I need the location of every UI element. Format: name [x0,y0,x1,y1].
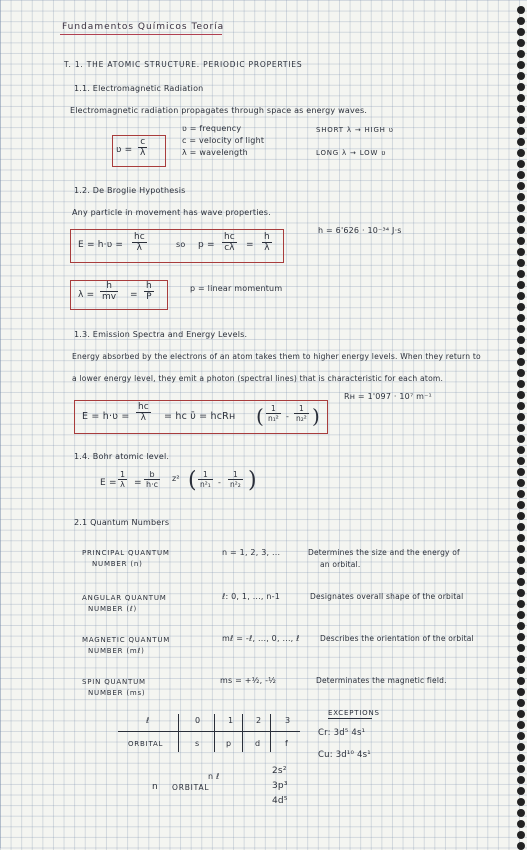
spiral-hole [517,534,525,542]
qn-description-2: an orbital. [320,560,361,569]
spiral-hole [517,567,525,575]
qn-name-line-1: ANGULAR QUANTUM [82,594,167,602]
table-row-label-orbital: ORBITAL [128,740,164,748]
bohr-f4-den: n²₂ [230,480,241,489]
page-margin-line [0,0,1,848]
rydberg-f1-num: 1 [266,404,281,414]
spiral-hole [517,149,525,157]
spiral-hole [517,809,525,817]
spiral-hole [517,369,525,377]
spiral-hole [517,94,525,102]
table-cell-l-0: 0 [195,716,201,725]
spiral-hole [517,314,525,322]
spiral-hole [517,512,525,520]
table-cell-orbital-d: d [255,739,261,748]
frequency-denominator: λ [140,148,146,158]
table-vertical-rule [242,714,243,752]
orbital-example-4d: 4d⁵ [272,796,288,806]
bohr-minus: - [218,478,222,487]
spiral-hole [517,72,525,80]
spiral-hole [517,226,525,234]
momentum-num-2: h [264,232,270,242]
definition-light-velocity: c = velocity of light [182,136,265,145]
spiral-hole [517,6,525,14]
spiral-hole [517,105,525,113]
planck-eq-so: so [176,240,186,249]
frequency-formula-lhs: ʋ = [116,145,133,155]
table-cell-orbital-f: f [285,739,289,748]
spiral-hole [517,457,525,465]
de-broglie-eq-lhs: λ = [78,290,95,300]
definition-frequency: ʋ = frequency [182,124,242,133]
spiral-hole [517,61,525,69]
spiral-hole [517,237,525,245]
section-1-4-heading: 1.4. Bohr atomic level. [74,452,170,461]
spiral-hole [517,204,525,212]
spiral-hole [517,424,525,432]
qn-values: mℓ = -ℓ, ..., 0, ..., ℓ [222,634,300,643]
rydberg-f2-num: 1 [294,404,309,414]
de-broglie-fraction-2 [144,281,154,302]
planck-eq-lhs: E = h·ʋ = [78,240,124,250]
table-cell-l-2: 2 [256,716,262,725]
rydberg-f1-den: n₁² [268,414,279,423]
spiral-hole [517,721,525,729]
spiral-hole [517,39,525,47]
momentum-eq-lhs: p = [198,240,215,250]
orbital-example-3p: 3p³ [272,781,288,791]
section-1-3-line-1: Energy absorbed by the electrons of an atom takes them to higher energy levels. When they return to [72,352,481,361]
spiral-hole [517,523,525,531]
table-cell-l-1: 1 [228,716,234,725]
table-vertical-rule [178,714,179,752]
table-vertical-rule [270,714,271,752]
qn-name-line-2: NUMBER (ℓ) [88,605,138,613]
bohr-f3-num: 1 [198,470,213,480]
momentum-eq-equals: = [246,240,254,250]
orbital-example-2s: 2s² [272,766,287,776]
spiral-hole [517,545,525,553]
bohr-open-paren: ( [188,468,197,493]
spiral-hole [517,787,525,795]
planck-eq-fraction [132,232,147,253]
spiral-hole [517,336,525,344]
spiral-hole [517,138,525,146]
spiral-hole [517,798,525,806]
qn-values: n = 1, 2, 3, ... [222,548,281,557]
exception-chromium: Cr: 3d⁵ 4s¹ [318,728,366,738]
qn-values: ms = +½, -½ [220,676,277,685]
momentum-den-2: λ [264,243,270,253]
linear-momentum-definition: p = linear momentum [190,284,283,293]
spiral-hole [517,754,525,762]
spiral-hole [517,699,525,707]
spiral-hole [517,303,525,311]
spiral-hole [517,259,525,267]
qn-name-line-1: PRINCIPAL QUANTUM [82,549,170,557]
table-cell-orbital-p: p [226,739,232,748]
rydberg-open-paren: ( [256,404,264,428]
spiral-hole [517,17,525,25]
qn-name-line-1: MAGNETIC QUANTUM [82,636,171,644]
rydberg-fraction-1 [266,404,281,423]
exception-copper: Cu: 3d¹⁰ 4s¹ [318,750,371,760]
section-1-1-text: Electromagnetic radiation propagates through space as energy waves. [70,106,368,115]
spiral-hole [517,292,525,300]
spiral-hole [517,160,525,168]
spiral-hole [517,83,525,91]
momentum-eq-fraction-2 [262,232,272,253]
rydberg-eq-middle: = hc ῡ = hcRн [164,411,236,422]
qn-description-1: Designates overall shape of the orbital [310,592,464,601]
de-broglie-equals: = [130,290,138,300]
spiral-hole [517,270,525,278]
rule-long-wavelength: LONG λ → LOW ʋ [316,149,387,157]
rydberg-eq-den: λ [140,413,146,423]
spiral-hole [517,765,525,773]
bohr-f2-den: h·c [146,480,159,489]
spiral-hole [517,347,525,355]
de-broglie-num-1: h [100,281,118,292]
planck-eq-num: hc [134,232,145,242]
spiral-hole [517,688,525,696]
momentum-den-1: cλ [224,243,235,253]
bohr-f1-den: λ [120,480,125,489]
spiral-hole [517,655,525,663]
rydberg-constant: Rн = 1'097 · 10⁷ m⁻¹ [344,392,432,401]
spiral-hole [517,842,525,850]
spiral-hole [517,490,525,498]
qn-name-line-2: NUMBER (n) [92,560,143,568]
spiral-hole [517,611,525,619]
rydberg-eq-fraction [136,402,151,423]
bohr-f2-num: b [144,470,160,480]
bohr-fraction-3 [198,470,213,489]
bohr-f1-num: 1 [120,470,126,479]
spiral-hole [517,578,525,586]
spiral-hole [517,402,525,410]
momentum-num-1: hc [224,232,235,242]
spiral-hole [517,743,525,751]
spiral-hole [517,248,525,256]
rydberg-close-paren: ) [312,404,320,428]
spiral-hole [517,479,525,487]
spiral-hole [517,820,525,828]
bohr-close-paren: ) [248,468,257,493]
section-1-3-line-2: a lower energy level, they emit a photon (spectral lines) that is characteristic for each atom. [72,374,444,383]
spiral-hole [517,666,525,674]
rydberg-fraction-2 [294,404,309,423]
spiral-hole [517,28,525,36]
spiral-hole [517,468,525,476]
section-2-1-heading: 2.1 Quantum Numbers [74,518,170,527]
spiral-hole [517,50,525,58]
table-cell-l-3: 3 [285,716,291,725]
de-broglie-fraction-1 [100,281,118,302]
qn-description-1: Determinates the magnetic field. [316,676,447,685]
bohr-eq-lhs: E = [100,478,117,488]
spiral-hole [517,600,525,608]
n-label: n [152,782,158,792]
spiral-hole [517,413,525,421]
spiral-hole [517,391,525,399]
spiral-hole [517,589,525,597]
spiral-hole [517,116,525,124]
qn-name-line-2: NUMBER (mℓ) [88,647,145,655]
section-1-2-text: Any particle in movement has wave properties. [72,208,271,217]
frequency-formula-fraction [138,137,147,158]
rydberg-eq-lhs: E = h·ʋ = [82,411,130,422]
section-1-1-heading: 1.1. Electromagnetic Radiation [74,84,204,93]
bohr-f4-num: 1 [228,470,243,480]
spiral-hole [517,556,525,564]
de-broglie-den-1: mv [102,292,117,302]
spiral-hole [517,358,525,366]
qn-values: ℓ: 0, 1, ..., n-1 [222,592,281,601]
de-broglie-num-2: h [146,281,152,291]
spiral-hole [517,831,525,839]
rydberg-minus: - [286,412,290,421]
spiral-hole [517,501,525,509]
page-title: Fundamentos Químicos Teoría [62,22,225,32]
bohr-equals: = [134,478,142,488]
table-horizontal-rule [118,731,300,732]
rule-short-wavelength: SHORT λ → HIGH ʋ [316,126,394,134]
exceptions-title: EXCEPTIONS [328,709,380,717]
spiral-hole [517,644,525,652]
bohr-fraction-1 [118,470,127,489]
exceptions-underline [328,718,372,719]
spiral-hole [517,446,525,454]
section-1-3-heading: 1.3. Emission Spectra and Energy Levels. [74,330,248,339]
title-underline [60,34,222,35]
bohr-fraction-4 [228,470,243,489]
planck-eq-den: λ [136,243,142,253]
table-cell-orbital-s: s [195,739,200,748]
definition-wavelength: λ = wavelength [182,148,248,157]
qn-description-1: Determines the size and the energy of [308,548,460,557]
spiral-hole [517,380,525,388]
spiral-hole [517,127,525,135]
momentum-eq-fraction-1 [222,232,237,253]
spiral-hole [517,193,525,201]
notebook-spiral [513,0,527,848]
rydberg-f2-den: n₂² [296,414,307,423]
spiral-hole [517,435,525,443]
spiral-hole [517,622,525,630]
de-broglie-den-2: P [146,292,152,302]
spiral-hole [517,171,525,179]
spiral-hole [517,710,525,718]
bohr-f3-den: n²₁ [200,480,211,489]
spiral-hole [517,281,525,289]
spiral-hole [517,182,525,190]
planck-constant: h = 6'626 · 10⁻³⁴ J·s [318,226,402,235]
qn-description-1: Describes the orientation of the orbital [320,634,474,643]
orbital-label: ORBITAL [172,783,210,792]
frequency-numerator: c [138,137,147,148]
qn-name-line-1: SPIN QUANTUM [82,678,146,686]
qn-name-line-2: NUMBER (ms) [88,689,146,697]
spiral-hole [517,732,525,740]
bohr-fraction-2 [144,470,160,489]
unit-heading: T. 1. THE ATOMIC STRUCTURE. PERIODIC PROPERTIES [64,60,303,69]
n-l-label: n ℓ [208,772,220,781]
spiral-hole [517,325,525,333]
spiral-hole [517,677,525,685]
table-row-label-l: ℓ [146,716,150,725]
spiral-hole [517,215,525,223]
section-1-2-heading: 1.2. De Broglie Hypothesis [74,186,186,195]
rydberg-eq-num: hc [138,402,149,412]
spiral-hole [517,633,525,641]
spiral-hole [517,776,525,784]
bohr-z-squared: z² [172,474,180,483]
table-vertical-rule [214,714,215,752]
